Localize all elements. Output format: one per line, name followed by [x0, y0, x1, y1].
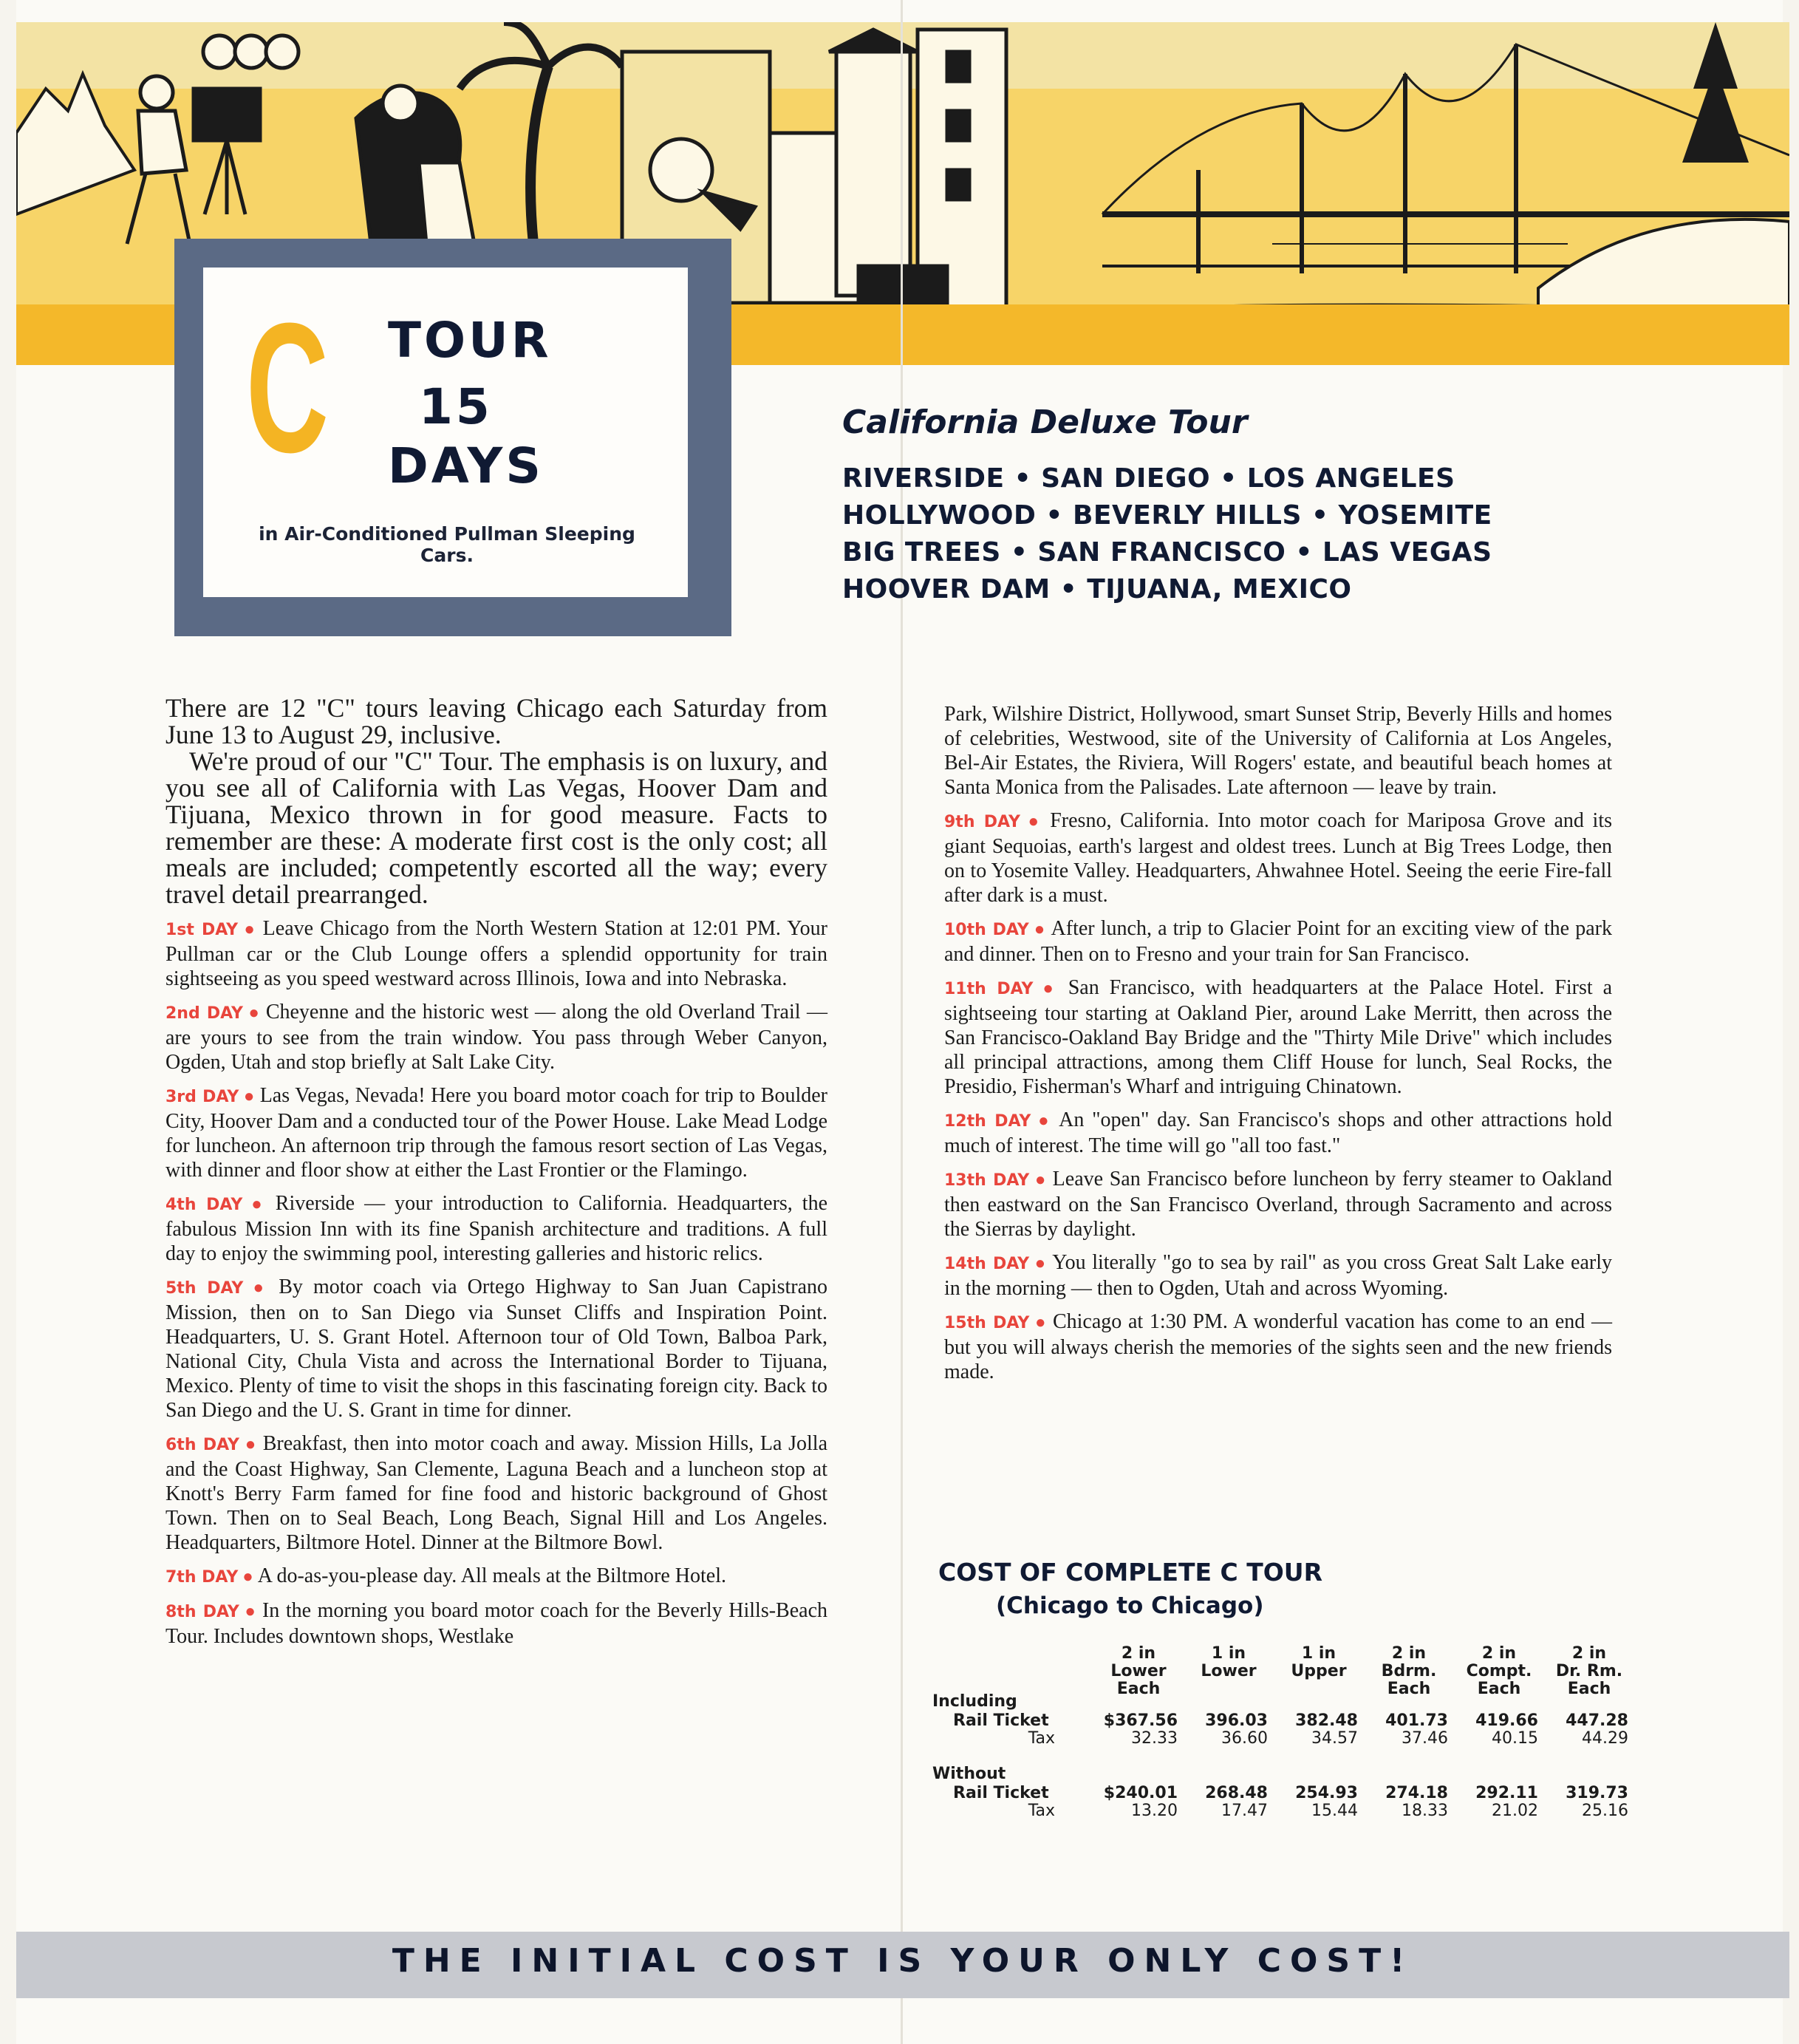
day-8-continuation: Park, Wilshire District, Hollywood, smart Sunset Strip, Beverly Hills and homes of celebrities, Westwood, site of the University of California at Los Angeles, Bel-Air Estates, the Riviera, Will Rogers' estate, and beautiful beach homes at Santa Monica from the Palisades. Late afternoon — leave by train.	[944, 703, 1612, 799]
cost-tax-value: 13.20	[1131, 1802, 1178, 1820]
bullet-dot-icon: ●	[243, 1278, 279, 1298]
cost-value: 382.48	[1295, 1711, 1358, 1730]
destinations-line: HOLLYWOOD • BEVERLY HILLS • YOSEMITE	[842, 500, 1492, 531]
itinerary-day	[165, 1598, 827, 1649]
cost-value: 292.11	[1475, 1784, 1538, 1802]
day-label: 7th DAY	[165, 1568, 239, 1587]
destinations-line: HOOVER DAM • TIJUANA, MEXICO	[842, 574, 1352, 604]
cost-column-header: 2 in Lower Each	[1110, 1644, 1167, 1698]
bullet-dot-icon: ●	[1033, 979, 1068, 998]
itinerary-day	[944, 1167, 1612, 1241]
day-text: Cheyenne and the historic west — along the old Overland Trail — are yours to see from the train window. You pass through Weber Canyon, Ogden, Utah and stop briefly at Salt Lake City.	[165, 1001, 827, 1074]
tour-letter: C	[246, 285, 329, 491]
day-text: Leave San Francisco before luncheon by ferry steamer to Oakland then eastward on the San Francisco Overland, through Sacramento and across the Sierras by daylight.	[944, 1168, 1612, 1241]
fold-crease	[901, 0, 903, 2044]
bullet-dot-icon: ●	[1031, 1111, 1059, 1131]
bullet-dot-icon: ●	[238, 1567, 258, 1587]
itinerary-day	[944, 916, 1612, 967]
cost-subheading: (Chicago to Chicago)	[996, 1592, 1264, 1619]
day-text: An "open" day. San Francisco's shops and other attractions hold much of interest. The time will go "all too fast."	[944, 1108, 1612, 1157]
day-text: Riverside — your introduction to California. Headquarters, the fabulous Mission Inn with its fine Spanish architecture and traditions. A full day to enjoy the swimming pool, interesting galleries and historic relics.	[165, 1192, 828, 1265]
tour-title: California Deluxe Tour	[842, 403, 1248, 441]
bullet-dot-icon: ●	[242, 1195, 276, 1214]
itinerary-day	[165, 1000, 827, 1074]
itinerary-day	[944, 1108, 1612, 1158]
day-label: 3rd DAY	[165, 1088, 239, 1106]
bullet-dot-icon: ●	[239, 1087, 260, 1106]
cost-column-header: 2 in Compt. Each	[1466, 1644, 1532, 1698]
cost-tax-value: 17.47	[1221, 1802, 1268, 1820]
itinerary-day	[165, 1564, 827, 1590]
bullet-dot-icon: ●	[1029, 1313, 1053, 1332]
day-label: 1st DAY	[165, 921, 239, 939]
card-line-tour: TOUR	[388, 312, 552, 369]
cost-column-header: 1 in Upper	[1291, 1644, 1347, 1680]
intro-paragraph: There are 12 "C" tours leaving Chicago each Saturday from June 13 to August 29, inclusive.	[165, 693, 827, 749]
itinerary-day	[165, 1083, 827, 1182]
cost-value: 396.03	[1205, 1711, 1268, 1730]
cost-row-label: Rail Ticket	[953, 1711, 1049, 1730]
day-text: After lunch, a trip to Glacier Point for an exciting view of the park and dinner. Then on to Fresno and your train for San Francisco.	[944, 917, 1612, 966]
cost-value: 254.93	[1295, 1784, 1358, 1802]
itinerary-day	[944, 1309, 1612, 1384]
cost-value: 274.18	[1385, 1784, 1448, 1802]
day-text: In the morning you board motor coach for the Beverly Hills-Beach Tour. Includes downtown shops, Westlake	[165, 1599, 827, 1648]
cost-column-header: 1 in Lower	[1201, 1644, 1257, 1680]
paper-edge-left	[0, 0, 16, 2044]
cost-column-header: 2 in Bdrm. Each	[1381, 1644, 1437, 1698]
destinations-list	[842, 460, 1492, 608]
itinerary-right	[944, 808, 1612, 1384]
destinations-line: BIG TREES • SAN FRANCISCO • LAS VEGAS	[842, 537, 1492, 568]
cost-tax-value: 18.33	[1402, 1802, 1448, 1820]
cost-value: 447.28	[1566, 1711, 1628, 1730]
cost-tax-label: Tax	[1028, 1729, 1055, 1748]
cost-value: $240.01	[1103, 1784, 1178, 1802]
card-line-days: DAYS	[388, 437, 544, 494]
cost-row-label: Including	[932, 1692, 1017, 1711]
day-label: 8th DAY	[165, 1603, 239, 1621]
itinerary-day	[165, 1275, 827, 1423]
cost-tax-value: 36.60	[1221, 1729, 1268, 1748]
itinerary-day	[944, 808, 1612, 907]
day-label: 9th DAY	[944, 813, 1020, 831]
card-line-15: 15	[419, 378, 493, 435]
title-card	[203, 268, 688, 597]
itinerary-left	[165, 916, 827, 1649]
bullet-dot-icon: ●	[1029, 1254, 1053, 1273]
day-label: 6th DAY	[165, 1436, 239, 1454]
bullet-dot-icon: ●	[239, 1435, 263, 1454]
day-label: 14th DAY	[944, 1255, 1030, 1273]
cost-tax-value: 40.15	[1492, 1729, 1538, 1748]
day-label: 15th DAY	[944, 1314, 1030, 1332]
day-label: 11th DAY	[944, 980, 1034, 998]
bullet-dot-icon: ●	[242, 1004, 266, 1023]
bullet-dot-icon: ●	[1020, 812, 1051, 831]
cost-value: 401.73	[1385, 1711, 1448, 1730]
day-text: Breakfast, then into motor coach and away. Mission Hills, La Jolla and the Coast Highway, San Clemente, Laguna Beach and a luncheon stop at Knott's Berry Farm famed for fine food and historic background of Ghost Town. Then on to Seal Beach, Long Beach, Signal Hill and Los Angeles. Headquarters, Biltmore Hotel. Dinner at the Biltmore Bowl.	[165, 1432, 827, 1554]
cost-value: 268.48	[1205, 1784, 1268, 1802]
left-column	[165, 695, 827, 1649]
cost-tax-value: 25.16	[1582, 1802, 1628, 1820]
itinerary-day	[165, 916, 827, 991]
cost-column-header: 2 in Dr. Rm. Each	[1555, 1644, 1623, 1698]
footer-slogan: THE INITIAL COST IS YOUR ONLY COST!	[392, 1942, 1414, 1980]
itinerary-day	[165, 1431, 827, 1555]
right-column	[944, 702, 1612, 1384]
cost-value: $367.56	[1103, 1711, 1178, 1730]
day-text: You literally "go to sea by rail" as you cross Great Salt Lake early in the morning — then to Ogden, Utah and across Wyoming.	[944, 1251, 1612, 1300]
footer-band	[16, 1932, 1789, 1998]
itinerary-day	[165, 1191, 827, 1266]
day-label: 10th DAY	[944, 921, 1029, 939]
day-label: 4th DAY	[165, 1196, 243, 1214]
cost-value: 319.73	[1566, 1784, 1628, 1802]
day-text: San Francisco, with headquarters at the Palace Hotel. First a sightseeing tour starting at Oakland Pier, around Lake Merritt, then across the San Francisco-Oakland Bay Bridge and the "Thirty Mile Drive" which includes all principal attractions, among them Cliff House for lunch, Seal Rocks, the Presidio, Fisherman's Wharf and intriguing Chinatown.	[944, 976, 1612, 1098]
day-label: 5th DAY	[165, 1279, 244, 1298]
itinerary-day	[944, 975, 1612, 1099]
card-subtitle: in Air-Conditioned Pullman Sleeping Cars.	[259, 523, 635, 566]
cost-row-label: Rail Ticket	[953, 1784, 1049, 1802]
itinerary-day	[944, 1250, 1612, 1301]
day-label: 13th DAY	[944, 1171, 1030, 1190]
day-text: A do-as-you-please day. All meals at the Biltmore Hotel.	[257, 1564, 727, 1587]
day-text: Las Vegas, Nevada! Here you board motor coach for trip to Boulder City, Hoover Dam and a conducted tour of the Power House. Lake Mead Lodge for luncheon. An afternoon trip through the famous resort section of Las Vegas, with dinner and floor show at either the Last Frontier or the Flamingo.	[165, 1084, 827, 1182]
cost-row-label: Without	[932, 1765, 1006, 1783]
day-label: 12th DAY	[944, 1112, 1031, 1131]
intro-paragraph: We're proud of our "C" Tour. The emphasis is on luxury, and you see all of California with Las Vegas, Hoover Dam and Tijuana, Mexico thrown in for good measure. Facts to remember are these: A moderate first cost is the only cost; all meals are included; competently escorted all the way; every travel detail prearranged.	[165, 746, 827, 909]
day-text: Chicago at 1:30 PM. A wonderful vacation has come to an end — but you will always cherish the memories of the sights seen and the new friends made.	[944, 1310, 1612, 1383]
cost-tax-value: 15.44	[1311, 1802, 1358, 1820]
cost-tax-value: 34.57	[1311, 1729, 1358, 1748]
day-text: By motor coach via Ortego Highway to San Juan Capistrano Mission, then on to San Diego via Sunset Cliffs and Inspiration Point. Headquarters, U. S. Grant Hotel. Afternoon tour of Old Town, Balboa Park, National City, Chula Vista and across the International Border to Tijuana, Mexico. Plenty of time to visit the shops in this fascinating foreign city. Back to San Diego and the U. S. Grant in time for dinner.	[165, 1275, 827, 1422]
bullet-dot-icon: ●	[239, 1602, 262, 1621]
day-text: Leave Chicago from the North Western Station at 12:01 PM. Your Pullman car or the Club Lounge offers a splendid opportunity for train sightseeing as you speed westward across Illinois, Iowa and into Nebraska.	[165, 917, 827, 990]
cost-tax-label: Tax	[1028, 1802, 1055, 1820]
destinations-line: RIVERSIDE • SAN DIEGO • LOS ANGELES	[842, 463, 1455, 494]
bullet-dot-icon: ●	[1029, 1171, 1053, 1190]
cost-tax-value: 32.33	[1131, 1729, 1178, 1748]
day-label: 2nd DAY	[165, 1004, 243, 1023]
bullet-dot-icon: ●	[1028, 920, 1051, 939]
bullet-dot-icon: ●	[238, 920, 263, 939]
cost-tax-value: 37.46	[1402, 1729, 1448, 1748]
cost-tax-value: 44.29	[1582, 1729, 1628, 1748]
cost-value: 419.66	[1475, 1711, 1538, 1730]
day-text: Fresno, California. Into motor coach for Mariposa Grove and its giant Sequoias, earth's largest and oldest trees. Lunch at Big Trees Lodge, then on to Yosemite Valley. Headquarters, Ahwahnee Hotel. Seeing the eerie Fire-fall after dark is a must.	[944, 809, 1612, 907]
cost-heading: COST OF COMPLETE C TOUR	[938, 1558, 1323, 1587]
cost-tax-value: 21.02	[1492, 1802, 1538, 1820]
